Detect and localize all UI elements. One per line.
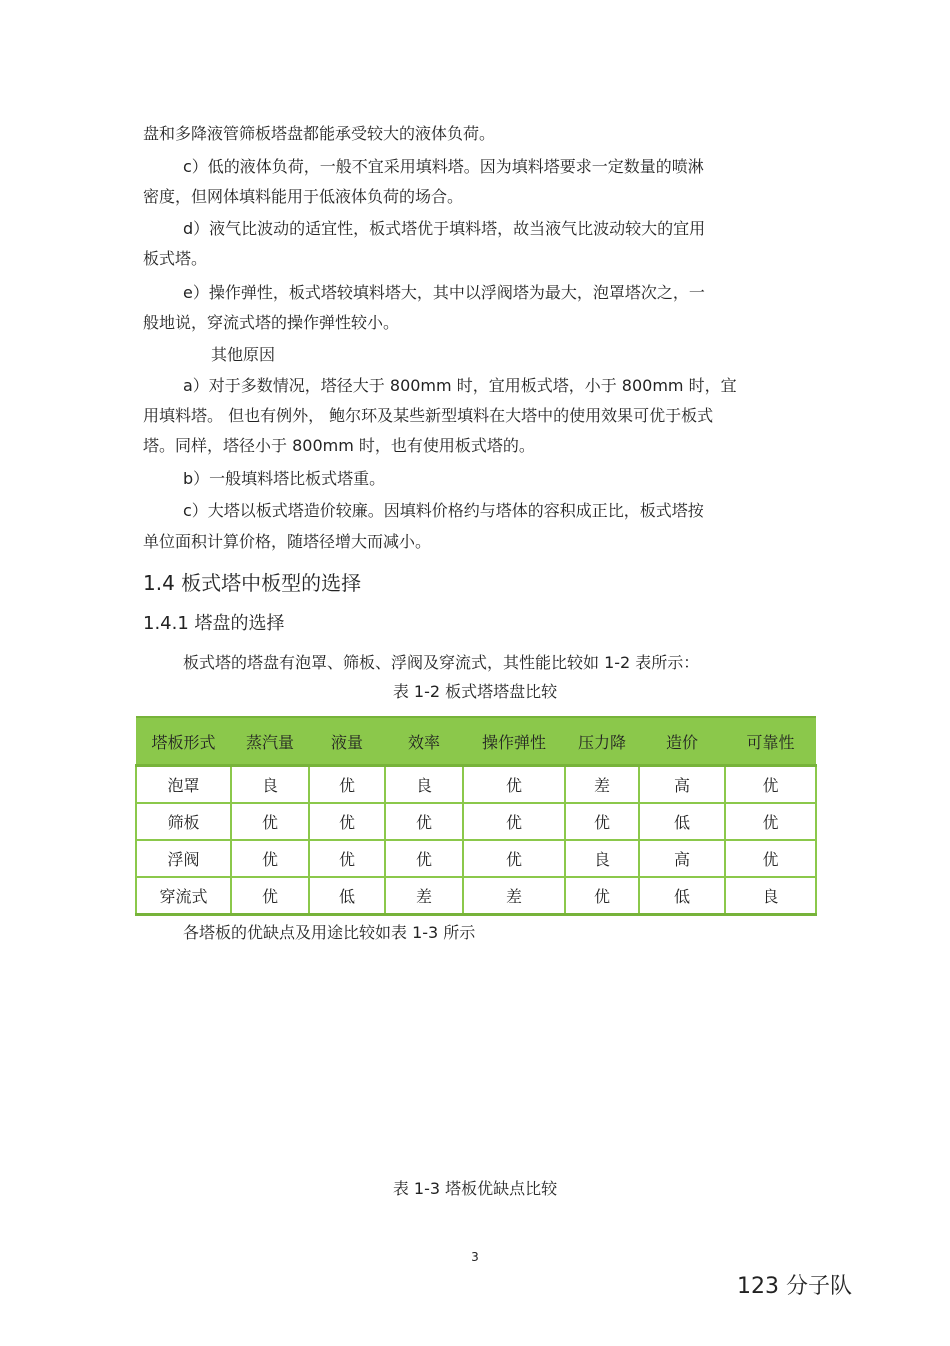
- table2-caption: 表 1-3 塔板优缺点比较: [392, 1179, 558, 1198]
- table-cell: 优: [725, 766, 816, 804]
- tray-comparison-table: [135, 716, 817, 916]
- paragraph-line: b）一般填料塔比板式塔重。: [183, 469, 386, 488]
- table-cell: 良: [385, 766, 463, 804]
- paragraph-line: c）低的液体负荷，一般不宜采用填料塔。因为填料塔要求一定数量的喷淋: [183, 157, 704, 176]
- table-cell: 穿流式: [136, 877, 231, 915]
- header-cell: 塔板形式: [136, 717, 231, 766]
- table-cell: 优: [565, 877, 639, 915]
- table-cell: 良: [231, 766, 309, 804]
- header-cell: 蒸汽量: [231, 717, 309, 766]
- table-cell: 低: [639, 803, 725, 840]
- header-cell: 造价: [639, 717, 725, 766]
- table-cell: 良: [565, 840, 639, 877]
- table-cell: 优: [463, 766, 565, 804]
- table-cell: 优: [463, 803, 565, 840]
- table-cell: 优: [231, 840, 309, 877]
- header-cell: 压力降: [565, 717, 639, 766]
- table-cell: 泡罩: [136, 766, 231, 804]
- table-cell: 优: [565, 803, 639, 840]
- table-row: [136, 803, 816, 840]
- header-cell: 液量: [309, 717, 385, 766]
- table-cell: 良: [725, 877, 816, 915]
- table-followup: 各塔板的优缺点及用途比较如表 1-3 所示: [183, 923, 476, 942]
- paragraph-line: c）大塔以板式塔造价较廉。因填料价格约与塔体的容积成正比，板式塔按: [183, 501, 704, 520]
- paragraph-line: 盘和多降液管筛板塔盘都能承受较大的液体负荷。: [143, 124, 496, 143]
- table-cell: 高: [639, 766, 725, 804]
- page-number: 3: [471, 1250, 479, 1264]
- paragraph-line: d）液气比波动的适宜性，板式塔优于填料塔，故当液气比波动较大的宜用: [183, 219, 706, 238]
- header-cell: 可靠性: [725, 717, 816, 766]
- table-cell: 差: [565, 766, 639, 804]
- table-cell: 优: [309, 840, 385, 877]
- paragraph-line: e）操作弹性，板式塔较填料塔大，其中以浮阀塔为最大，泡罩塔次之，一: [183, 283, 705, 302]
- watermark-text: 123 分子队: [737, 1274, 852, 1299]
- table-caption: 表 1-2 板式塔塔盘比较: [392, 682, 558, 701]
- table-cell: 优: [463, 840, 565, 877]
- subsection-heading: 1.4.1 塔盘的选择: [143, 613, 285, 634]
- table-cell: 差: [463, 877, 565, 915]
- table-cell: 高: [639, 840, 725, 877]
- table-header-row: [136, 717, 816, 766]
- table-cell: 优: [725, 840, 816, 877]
- table-cell: 低: [309, 877, 385, 915]
- table-cell: 筛板: [136, 803, 231, 840]
- table-cell: 浮阀: [136, 840, 231, 877]
- paragraph-heading: 其他原因: [211, 345, 276, 364]
- table-row: [136, 766, 816, 804]
- paragraph-line: 塔。同样，塔径小于 800mm 时，也有使用板式塔的。: [143, 436, 535, 455]
- table-cell: 优: [385, 840, 463, 877]
- paragraph-line: 密度，但网体填料能用于低液体负荷的场合。: [143, 187, 464, 206]
- table-cell: 优: [725, 803, 816, 840]
- table-row: [136, 877, 816, 915]
- table-cell: 优: [385, 803, 463, 840]
- header-cell: 效率: [385, 717, 463, 766]
- table-cell: 优: [309, 803, 385, 840]
- table-cell: 优: [231, 877, 309, 915]
- paragraph-line: 板式塔。: [143, 249, 208, 268]
- paragraph-line: 单位面积计算价格，随塔径增大而减小。: [143, 532, 432, 551]
- paragraph-line: 用填料塔。 但也有例外， 鲍尔环及某些新型填料在大塔中的使用效果可优于板式: [143, 406, 714, 425]
- table-row: [136, 840, 816, 877]
- section-heading: 1.4 板式塔中板型的选择: [143, 571, 362, 595]
- header-cell: 操作弹性: [463, 717, 565, 766]
- table-intro: 板式塔的塔盘有泡罩、筛板、浮阀及穿流式，其性能比较如 1-2 表所示：: [183, 653, 700, 672]
- paragraph-line: 般地说，穿流式塔的操作弹性较小。: [143, 313, 400, 332]
- table-cell: 优: [231, 803, 309, 840]
- paragraph-line: a）对于多数情况，塔径大于 800mm 时，宜用板式塔，小于 800mm 时，宜: [183, 376, 737, 395]
- table-cell: 优: [309, 766, 385, 804]
- table-cell: 低: [639, 877, 725, 915]
- table-cell: 差: [385, 877, 463, 915]
